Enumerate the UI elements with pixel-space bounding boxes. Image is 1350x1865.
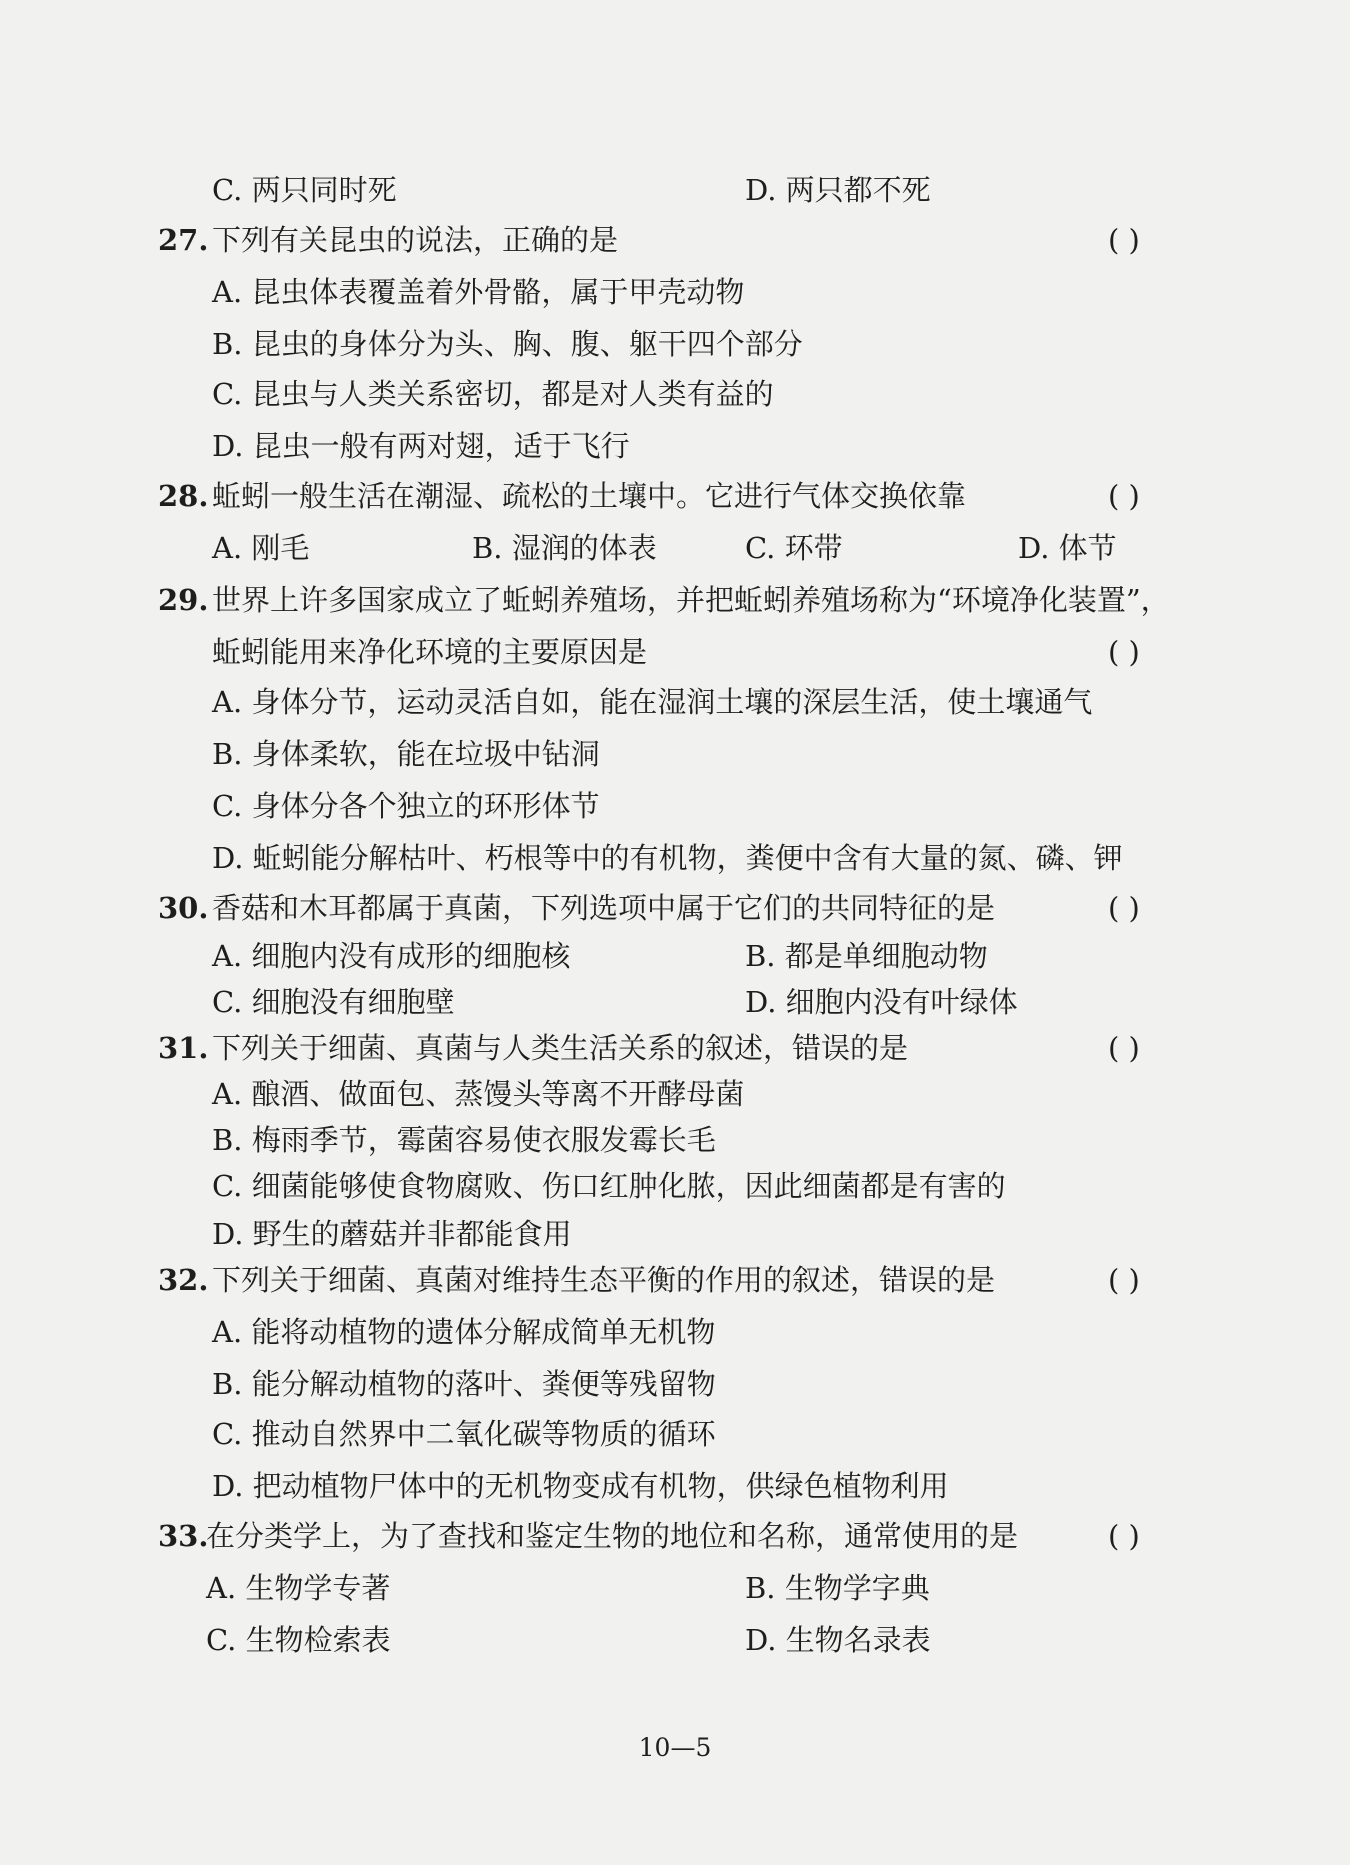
q29-stem-row-2 (0, 630, 1350, 674)
q27-option-b: B. 昆虫的身体分为头、胸、腹、躯干四个部分 (212, 327, 803, 361)
q32-option-b: B. 能分解动植物的落叶、粪便等残留物 (212, 1367, 716, 1401)
q30-options-row-1 (0, 934, 1350, 978)
q27-option-c: C. 昆虫与人类关系密切，都是对人类有益的 (212, 377, 774, 411)
q29-answer-blank: ( ) (1108, 635, 1140, 669)
q31-stem: 下列关于细菌、真菌与人类生活关系的叙述，错误的是 (212, 1031, 909, 1065)
q29-stem-continued: 蚯蚓能用来净化环境的主要原因是 (212, 635, 648, 669)
q26-option-d: D. 两只都不死 (745, 173, 931, 207)
q27-answer-blank: ( ) (1108, 223, 1140, 257)
q30-option-c: C. 细胞没有细胞壁 (212, 985, 455, 1019)
q29-stem-row (0, 578, 1350, 622)
q29-option-b: B. 身体柔软，能在垃圾中钻洞 (212, 737, 600, 771)
q28-stem: 蚯蚓一般生活在潮湿、疏松的土壤中。它进行气体交换依靠 (212, 479, 967, 513)
q30-stem: 香菇和木耳都属于真菌，下列选项中属于它们的共同特征的是 (212, 891, 996, 925)
q28-option-a: A. 刚毛 (212, 531, 310, 565)
page-number: 10—5 (638, 1733, 712, 1762)
q31-number: 31. (158, 1031, 209, 1065)
q30-option-d: D. 细胞内没有叶绿体 (745, 985, 1018, 1019)
q33-number: 33. (158, 1519, 209, 1553)
q29-option-d: D. 蚯蚓能分解枯叶、朽根等中的有机物，粪便中含有大量的氮、磷、钾 (212, 841, 1123, 875)
q28-number: 28. (158, 479, 209, 513)
q26-options-row (0, 168, 1350, 212)
q27-option-a: A. 昆虫体表覆盖着外骨骼，属于甲壳动物 (212, 275, 745, 309)
q28-option-c: C. 环带 (745, 531, 843, 565)
q33-stem-row (0, 1514, 1350, 1558)
q31-answer-blank: ( ) (1108, 1031, 1140, 1065)
q32-stem: 下列关于细菌、真菌对维持生态平衡的作用的叙述，错误的是 (212, 1263, 996, 1297)
q29-option-a: A. 身体分节，运动灵活自如，能在湿润土壤的深层生活，使土壤通气 (212, 685, 1093, 719)
q31-stem-row (0, 1026, 1350, 1070)
q32-number: 32. (158, 1263, 209, 1297)
q29-number: 29. (158, 583, 209, 617)
q32-answer-blank: ( ) (1108, 1263, 1140, 1297)
q31-option-b: B. 梅雨季节，霉菌容易使衣服发霉长毛 (212, 1123, 716, 1157)
q31-option-a: A. 酿酒、做面包、蒸馒头等离不开酵母菌 (212, 1077, 745, 1111)
q32-option-a: A. 能将动植物的遗体分解成简单无机物 (212, 1315, 716, 1349)
q31-option-c: C. 细菌能够使食物腐败、伤口红肿化脓，因此细菌都是有害的 (212, 1169, 1006, 1203)
q33-option-b: B. 生物学字典 (745, 1571, 930, 1605)
q28-option-b: B. 湿润的体表 (472, 531, 657, 565)
q27-stem-row (0, 218, 1350, 262)
q27-option-d: D. 昆虫一般有两对翅，适于飞行 (212, 429, 630, 463)
q33-stem: 在分类学上，为了查找和鉴定生物的地位和名称，通常使用的是 (206, 1519, 1019, 1553)
q26-option-c: C. 两只同时死 (212, 173, 397, 207)
q32-stem-row (0, 1258, 1350, 1302)
q30-option-a: A. 细胞内没有成形的细胞核 (212, 939, 571, 973)
q30-answer-blank: ( ) (1108, 891, 1140, 925)
q32-option-d: D. 把动植物尸体中的无机物变成有机物，供绿色植物利用 (212, 1469, 949, 1503)
q33-options-row-1 (0, 1566, 1350, 1610)
q28-stem-row (0, 474, 1350, 518)
q33-options-row-2 (0, 1618, 1350, 1662)
q30-options-row-2 (0, 980, 1350, 1024)
q28-answer-blank: ( ) (1108, 479, 1140, 513)
q29-stem: 世界上许多国家成立了蚯蚓养殖场，并把蚯蚓养殖场称为“环境净化装置”， (212, 583, 1170, 617)
q28-option-d: D. 体节 (1018, 531, 1117, 565)
q33-option-d: D. 生物名录表 (745, 1623, 931, 1657)
q28-options-row (0, 526, 1350, 570)
q29-option-c: C. 身体分各个独立的环形体节 (212, 789, 600, 823)
q32-option-c: C. 推动自然界中二氧化碳等物质的循环 (212, 1417, 716, 1451)
q33-answer-blank: ( ) (1108, 1519, 1140, 1553)
q33-option-a: A. 生物学专著 (206, 1571, 391, 1605)
q31-option-d: D. 野生的蘑菇并非都能食用 (212, 1217, 572, 1251)
q27-stem: 下列有关昆虫的说法，正确的是 (212, 223, 619, 257)
q30-stem-row (0, 886, 1350, 930)
q27-number: 27. (158, 223, 209, 257)
q30-number: 30. (158, 891, 209, 925)
q33-option-c: C. 生物检索表 (206, 1623, 391, 1657)
q30-option-b: B. 都是单细胞动物 (745, 939, 988, 973)
